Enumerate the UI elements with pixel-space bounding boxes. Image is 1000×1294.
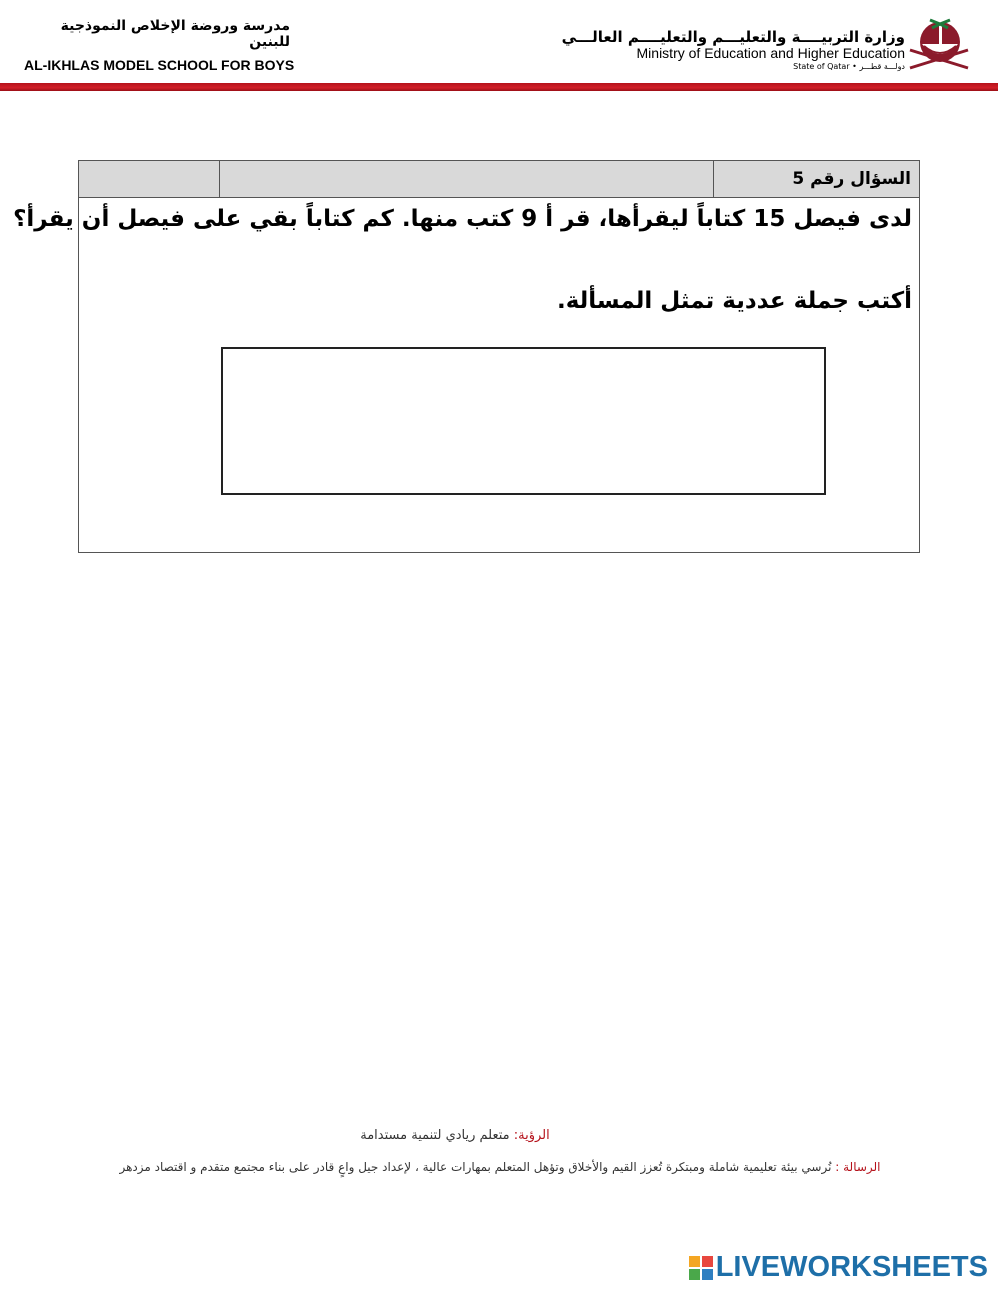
- header-cell-blank-left: [79, 161, 220, 198]
- liveworksheets-logo[interactable]: [689, 1251, 988, 1284]
- ministry-name-en: Ministry of Education and Higher Education: [636, 45, 905, 61]
- mission-text: نُرسي بيئة تعليمية شاملة ومبتكرة تُعزز القيم والأخلاق وتؤهل المتعلم بمهارات عالية ، لإعداد جيل واعٍ قادر على بناء مجتمع متقدم و اقتصاد مزدهر: [119, 1160, 836, 1174]
- ministry-name-ar: وزارة التربيــــة والتعليـــم والتعليــــم العالـــي: [561, 28, 905, 46]
- vision-label: الرؤية:: [513, 1128, 550, 1143]
- liveworksheets-text: LIVEWORKSHEETS: [715, 1251, 988, 1283]
- mission-statement: [100, 1160, 900, 1174]
- question-table: [13, 160, 920, 553]
- header-cell-blank-middle: [220, 161, 714, 198]
- answer-box[interactable]: [221, 347, 826, 495]
- question-body: [13, 198, 920, 553]
- mission-label: الرسالة :: [835, 1160, 881, 1174]
- ministry-block: [562, 28, 905, 71]
- question-number: السؤال رقم 5: [714, 161, 920, 198]
- qatar-emblem-icon: [904, 12, 972, 74]
- vision-text: متعلم ريادي لتنمية مستدامة: [360, 1128, 514, 1143]
- school-name-ar: مدرسة وروضة الإخلاص النموذجية للبنين: [60, 18, 290, 50]
- question-instruction: أكتب جملة عددية تمثل المسألة.: [556, 288, 912, 314]
- state-of-qatar: State of Qatar • دولـــة قطـــر: [793, 62, 905, 71]
- vision-statement: [300, 1128, 610, 1143]
- header-divider: [0, 83, 998, 91]
- liveworksheets-blocks-icon: [689, 1256, 713, 1280]
- question-text: لدى فيصل 15 كتاباً ليقرأها، قر أ 9 كتب منها. كم كتاباً بقي على فيصل أن يقرأ؟: [13, 206, 912, 232]
- school-name-en: AL-IKHLAS MODEL SCHOOL FOR BOYS: [24, 57, 295, 73]
